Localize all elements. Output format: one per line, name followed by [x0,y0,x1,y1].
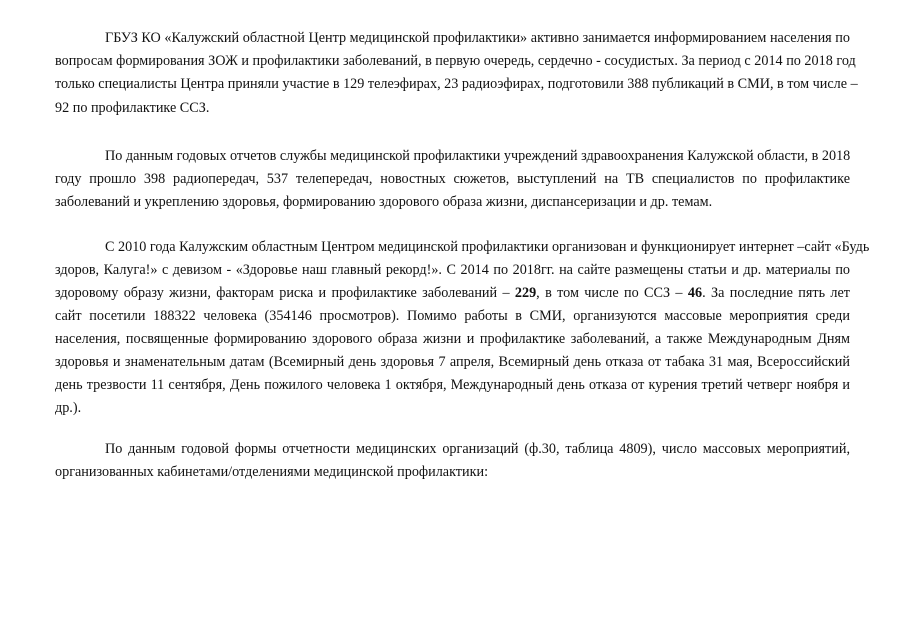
paragraph-3-line [55,284,850,302]
paragraph-4-line: организованных кабинетами/отделениями медицинской профилактики: [55,464,489,480]
paragraph-1-line: ГБУЗ КО «Калужский областной Центр медицинской профилактики» активно занимается информированием населения по [105,30,850,46]
paragraph-1-line: только специалисты Центра приняли участие в 129 телеэфирах, 23 радиоэфирах, подготовили 388 публикаций в СМИ, в том числе – [55,76,858,92]
paragraph-3-line: др.). [55,400,82,416]
paragraph-1-line: вопросам формирования ЗОЖ и профилактики заболеваний, в первую очередь, сердечно - сосудистых. За период с 2014 по 2018 год [55,53,856,69]
articles-count: 229 [514,285,537,301]
ssz-articles-count: 46 [687,285,703,301]
line-text: . За последние пять лет [702,285,851,301]
paragraph-2-line: году прошло 398 радиопередач, 537 телепередач, новостных сюжетов, выступлений на ТВ специалистов по профилактике [55,171,850,187]
paragraph-4-line: По данным годовой формы отчетности медицинских организаций (ф.30, таблица 4809), число массовых мероприятий, [105,441,850,457]
paragraph-3-line: здоровья и знаменательным датам (Всемирный день здоровья 7 апреля, Всемирный день отказа от табака 31 мая, Всероссийский [55,354,850,370]
line-text: , в том числе по ССЗ – [536,285,688,301]
paragraph-3-line: сайт посетили 188322 человека (354146 просмотров). Помимо работы в СМИ, организуются массовые мероприятия среди [55,308,850,324]
line-text: здоровому образу жизни, факторам риска и профилактике заболеваний – [55,285,515,301]
paragraph-1-line: 92 по профилактике ССЗ. [55,100,210,116]
paragraph-2-line: По данным годовых отчетов службы медицинской профилактики учреждений здравоохранения Калужской области, в 2018 [105,148,851,164]
paragraph-3-line: здоров, Калуга!» с девизом - «Здоровье наш главный рекорд!». С 2014 по 2018гг. на сайте размещены статьи и др. материалы по [55,262,850,278]
paragraph-3-line: день трезвости 11 сентября, День пожилого человека 1 октября, Международный день отказа от курения третий четверг ноября и [55,377,850,393]
paragraph-3-line: С 2010 года Калужским областным Центром медицинской профилактики организован и функционирует интернет –сайт «Будь [105,239,870,255]
paragraph-2-line: заболеваний и укреплению здоровья, формированию здорового образа жизни, диспансеризации и др. темам. [55,194,713,210]
paragraph-3-line: населения, посвященные формированию здорового образа жизни и профилактике заболеваний, а также Международным Дням [55,331,850,347]
